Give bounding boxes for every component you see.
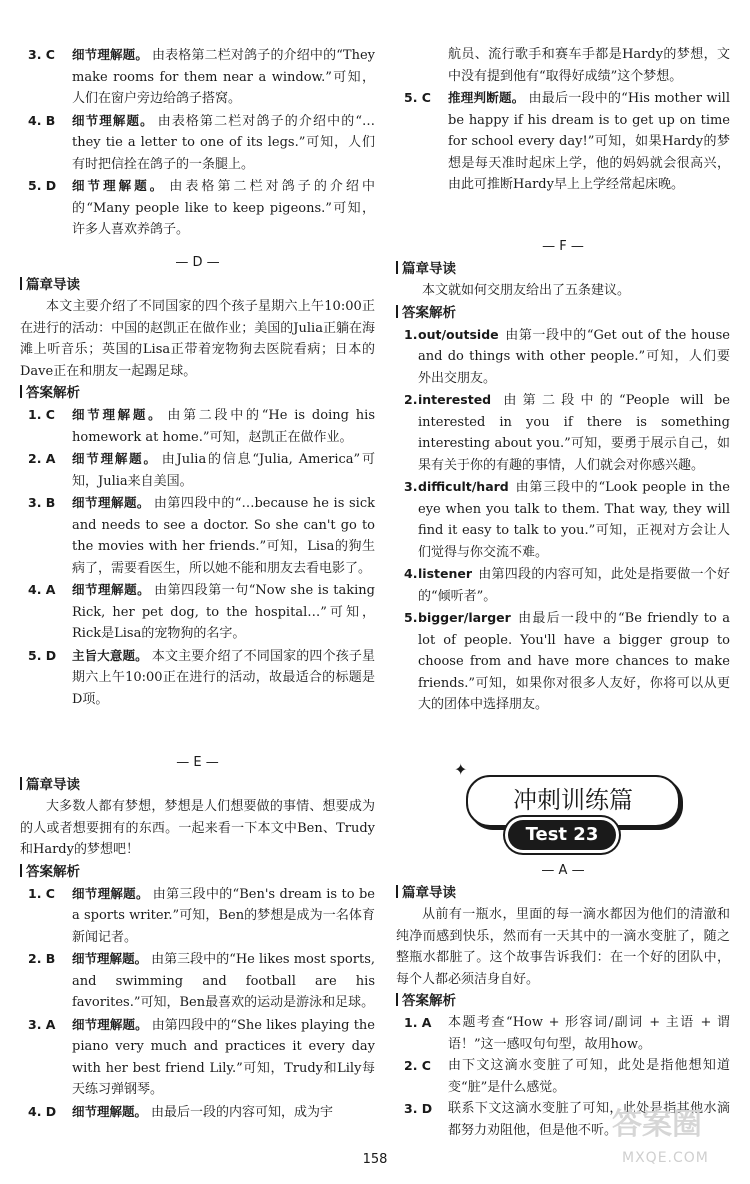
section-e xyxy=(20,752,375,1123)
answer-item: 4. A 细节理解题。 由第四段第一句“Now she is taking Rick, her pet dog, to the hospital…”可知，Rick是Lisa的宠物狗的名字。 xyxy=(28,582,375,641)
section-e-continued xyxy=(396,44,730,196)
answer-item: 3. C 细节理解题。 由表格第二栏对鸽子的介绍中的“They make rooms for them near a window.”可知，人们在窗户旁边给鸽子搭窝。 xyxy=(28,47,375,106)
answer-item: 1. out/outside 由第一段中的“Get out of the house and do things with other people.”可知，人们要外出交朋友。 xyxy=(404,326,730,386)
answer-item: 2. A 细节理解题。 由Julia的信息“Julia, America”可知，Julia来自美国。 xyxy=(28,451,375,489)
answers-heading: 答案解析 xyxy=(396,990,730,1012)
section-c-answers xyxy=(20,44,375,241)
section-d xyxy=(20,252,375,710)
answer-item: 3. A 细节理解题。 由第四段中的“She likes playing the piano very much and practices it every day with her best friend Lily.”可知，Trudy和Lily每天练习弹钢琴。 xyxy=(28,1016,375,1097)
guide-heading: 篇章导读 xyxy=(20,274,375,296)
guide-heading: 篇章导读 xyxy=(20,774,375,796)
answer-item: 2. interested 由第二段中的“People will be interested in you if there is something interesting about you.”可知，要勇于展示自己，如果有关于你的有趣的事情，人们就会对你感兴趣。 xyxy=(404,392,730,473)
answer-item: 5. bigger/larger 由最后一段中的“Be friendly to a lot of people. You'll have a bigger group to choose from and have more chances to make friends.”可知，如果你对很多人友好，你将可以从更大的团体中选择朋友。 xyxy=(404,610,730,712)
section-banner: 冲刺训练篇 xyxy=(466,775,680,827)
section-f xyxy=(396,236,730,716)
test-label: Test 23 xyxy=(508,820,616,850)
watermark-url: MXQE.COM xyxy=(622,1150,709,1166)
guide-text: 大多数人都有梦想，梦想是人们想要做的事情、想要成为的人或者想要拥有的东西。一起来看一下本文中Ben、Trudy和Hardy的梦想吧！ xyxy=(20,799,375,857)
answer-item: 4. B 细节理解题。 由表格第二栏对鸽子的介绍中的“…they tie a letter to one of its legs.”可知，人们有时把信拴在鸽子的一条腿上。 xyxy=(28,112,375,172)
answer-item: 1. C 细节理解题。 由第二段中的“He is doing his homework at home.”可知，赵凯正在做作业。 xyxy=(28,407,375,445)
guide-text: 从前有一瓶水，里面的每一滴水都因为他们的清澈和纯净而感到快乐，然而有一天其中的一滴水变脏了，随之整瓶水都脏了。这个故事告诉我们：在一个好的团队中，每个人都必须洁身自好。 xyxy=(396,907,730,987)
answer-item: 1. A 本题考查“How + 形容词/副词 + 主语 + 谓语！”这一感叹句句型，故用how。 xyxy=(404,1015,730,1052)
guide-heading: 篇章导读 xyxy=(396,258,730,280)
answers-heading: 答案解析 xyxy=(396,302,730,324)
answer-item: 3. D 联系下文这滴水变脏了可知，此处是指其他水滴都努力劝阻他，但是他不听。 xyxy=(404,1101,730,1138)
answer-item: 2. C 由下文这滴水变脏了可知，此处是指他想知道变“脏”是什么感觉。 xyxy=(404,1058,730,1095)
answer-continuation: 航员、流行歌手和赛车手都是Hardy的梦想，文中没有提到他有“取得好成绩”这个梦想。 xyxy=(448,47,730,84)
answer-item: 3. B 细节理解题。 由第四段中的“…because he is sick and needs to see a doctor. So she can't go to the movies with her friends.”可知，Lisa的狗生病了，需要看医生，所以她不能和朋友去看电影了。 xyxy=(28,495,375,576)
page-number: 158 xyxy=(362,1152,388,1167)
section-letter: — F — xyxy=(542,239,584,254)
answer-item: 2. B 细节理解题。 由第三段中的“He likes most sports, and swimming and football are his favorites.”可知，Ben最喜欢的运动是游泳和足球。 xyxy=(28,951,375,1010)
guide-heading: 篇章导读 xyxy=(396,882,730,904)
section-a xyxy=(396,860,730,1141)
section-letter: — D — xyxy=(175,255,220,270)
sparkle-icon: ✦ xyxy=(454,760,468,779)
answer-item: 4. listener 由第四段的内容可知，此处是指要做一个好的“倾听者”。 xyxy=(404,566,730,604)
section-letter: — A — xyxy=(541,863,585,878)
answers-heading: 答案解析 xyxy=(20,861,375,883)
guide-text: 本文就如何交朋友给出了五条建议。 xyxy=(422,283,631,298)
guide-text: 本文主要介绍了不同国家的四个孩子星期六上午10:00正在进行的活动：中国的赵凯正在做作业；美国的Julia正躺在海滩上听音乐；英国的Lisa正带着宠物狗去医院看病；日本的Dave正在和朋友一起踢足球。 xyxy=(20,299,375,379)
section-letter: — E — xyxy=(176,755,219,770)
answer-item: 5. D 细节理解题。 由表格第二栏对鸽子的介绍中的“Many people like to keep pigeons.”可知，许多人喜欢养鸽子。 xyxy=(28,178,375,237)
answer-item: 1. C 细节理解题。 由第三段中的“Ben's dream is to be a sports writer.”可知，Ben的梦想是成为一名体育新闻记者。 xyxy=(28,885,375,945)
watermark-logo: 答案圈 xyxy=(612,1107,702,1142)
answer-item: 4. D 细节理解题。 由最后一段的内容可知，成为宇 xyxy=(28,1103,334,1120)
answer-item: 5. D 主旨大意题。 本文主要介绍了不同国家的四个孩子星期六上午10:00正在进行的活动，故最适合的标题是D项。 xyxy=(28,647,375,707)
answer-item: 3. difficult/hard 由第三段中的“Look people in the eye when you talk to them. That way, they will find it easy to talk to you.”可知，正视对方会让人们觉得与你交流不难。 xyxy=(404,479,730,560)
answers-heading: 答案解析 xyxy=(20,382,375,404)
answer-item: 5. C 推理判断题。 由最后一段中的“His mother will be happy if his dream is to get up on time for school every day!”可知，如果Hardy的梦想是每天准时起床上学，他的妈妈就会很高兴，由此可推断Hardy早上上学经常起床晚。 xyxy=(404,90,730,192)
